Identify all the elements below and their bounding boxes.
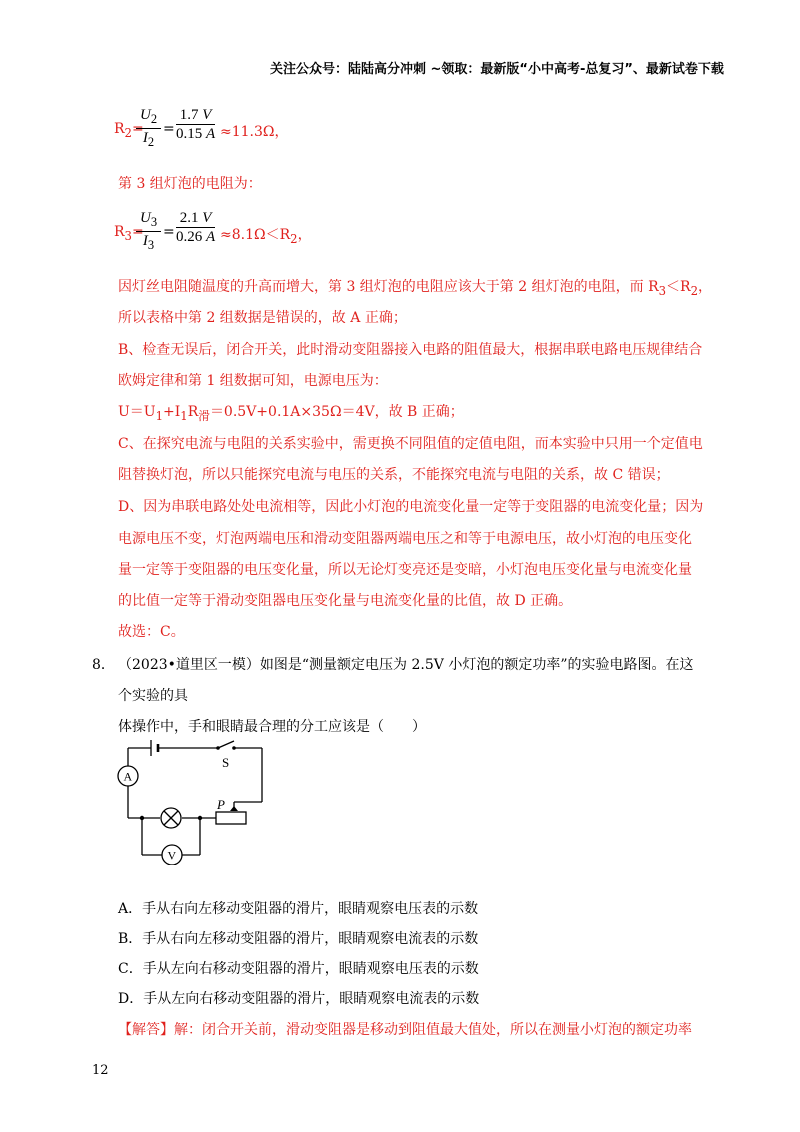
- junction-right: [198, 816, 202, 820]
- q8-line3: 体操作中，手和眼睛最合理的分工应该是（ ）: [118, 719, 426, 735]
- formula-r3-fraction-1: $U_3$ $I_3$: [136, 209, 161, 254]
- rheostat-icon: [216, 812, 246, 824]
- voltmeter-label: V: [167, 848, 177, 863]
- q8-line2: 个实验的具: [118, 688, 188, 704]
- answer-q7: 故选：C。: [118, 624, 185, 640]
- group3-label: 第 3 组灯泡的电阻为：: [118, 176, 262, 192]
- formula-r3-label: $R_3=$: [114, 224, 144, 243]
- analysis-text: 解：闭合开关前，滑动变阻器是移动到阻值最大值处，所以在测量小灯泡的额定功率: [174, 1022, 692, 1038]
- formula-r2-result: ≈11.3Ω，: [220, 124, 289, 140]
- ammeter-label: A: [123, 769, 133, 784]
- formula-r2-fraction-1: $U_2$ $I_2$: [136, 106, 161, 151]
- switch-icon: [216, 741, 236, 750]
- circuit-diagram: [110, 740, 270, 865]
- formula-r2-fraction-2: 1.7 V 0.15 A: [176, 107, 216, 142]
- lamp-icon: [161, 808, 181, 828]
- option-b: B．手从右向左移动变阻器的滑片，眼睛观察电流表的示数: [118, 931, 479, 947]
- para-d-line4: 的比值一定等于滑动变阻器电压变化量与电流变化量的比值，故 D 正确。: [118, 593, 573, 609]
- option-c: C．手从左向右移动变阻器的滑片，眼睛观察电压表的示数: [118, 961, 479, 977]
- formula-r2-eq2: =: [163, 121, 175, 137]
- formula-r3-fraction-2: 2.1 V 0.26 A: [176, 210, 216, 245]
- switch-label: S: [222, 755, 230, 770]
- junction-left: [140, 816, 144, 820]
- para-a-line1: 因灯丝电阻随温度的升高而增大，第 3 组灯泡的电阻应该大于第 2 组灯泡的电阻，而 $R_3<R_2$，: [118, 279, 712, 298]
- para-d-line2: 电源电压不变，灯泡两端电压和滑动变阻器两端电压之和等于电源电压，故小灯泡的电压变化: [118, 531, 692, 547]
- q8-number: 8．: [92, 657, 115, 673]
- para-b-equation: $U=U_1+I_1R_滑=0.5V+0.1A\times 35\Omega=4V$，故 B 正确；: [118, 404, 464, 423]
- formula-r3-eq2: =: [163, 224, 175, 240]
- analysis-tag: 【解答】: [118, 1022, 174, 1038]
- para-c-line1: C、在探究电流与电阻的关系实验中，需更换不同阻值的定值电阻，而本实验中只用一个定值电: [118, 436, 703, 452]
- page-number: 12: [92, 1063, 109, 1078]
- option-d: D．手从左向右移动变阻器的滑片，眼睛观察电流表的示数: [118, 991, 480, 1007]
- slider-arrow-icon: [230, 806, 238, 811]
- para-c-line2: 阻替换灯泡，所以只能探究电流与电压的关系，不能探究电流与电阻的关系，故 C 错误；: [118, 467, 670, 483]
- para-a-line2: 所以表格中第 2 组数据是错误的，故 A 正确；: [118, 310, 407, 326]
- page-header: 关注公众号：陆陆高分冲刺 ~领取：最新版“小中高考-总复习”、最新试卷下载: [270, 62, 724, 77]
- para-d-line3: 量一定等于变阻器的电压变化量，所以无论灯变亮还是变暗，小灯泡电压变化量与电流变化量: [118, 562, 692, 578]
- q8-line1: （2023•道里区一模）如图是“测量额定电压为 2.5V 小灯泡的额定功率”的实验电路图。在这: [118, 657, 694, 673]
- option-a: A．手从右向左移动变阻器的滑片，眼睛观察电压表的示数: [118, 901, 479, 917]
- analysis-line: [118, 1019, 692, 1039]
- para-b-line1: B、检查无误后，闭合开关，此时滑动变阻器接入电路的阻值最大，根据串联电路电压规律结合: [118, 342, 703, 358]
- para-d-line1: D、因为串联电路处处电流相等，因此小灯泡的电流变化量一定等于变阻器的电流变化量；因为: [118, 499, 704, 515]
- slider-label: P: [217, 797, 225, 812]
- formula-r3-result: $\approx 8.1\Omega<R_2$，: [220, 227, 312, 246]
- formula-r2-label: $R_2=$: [114, 121, 144, 140]
- para-b-line2: 欧姆定律和第 1 组数据可知，电源电压为：: [118, 373, 388, 389]
